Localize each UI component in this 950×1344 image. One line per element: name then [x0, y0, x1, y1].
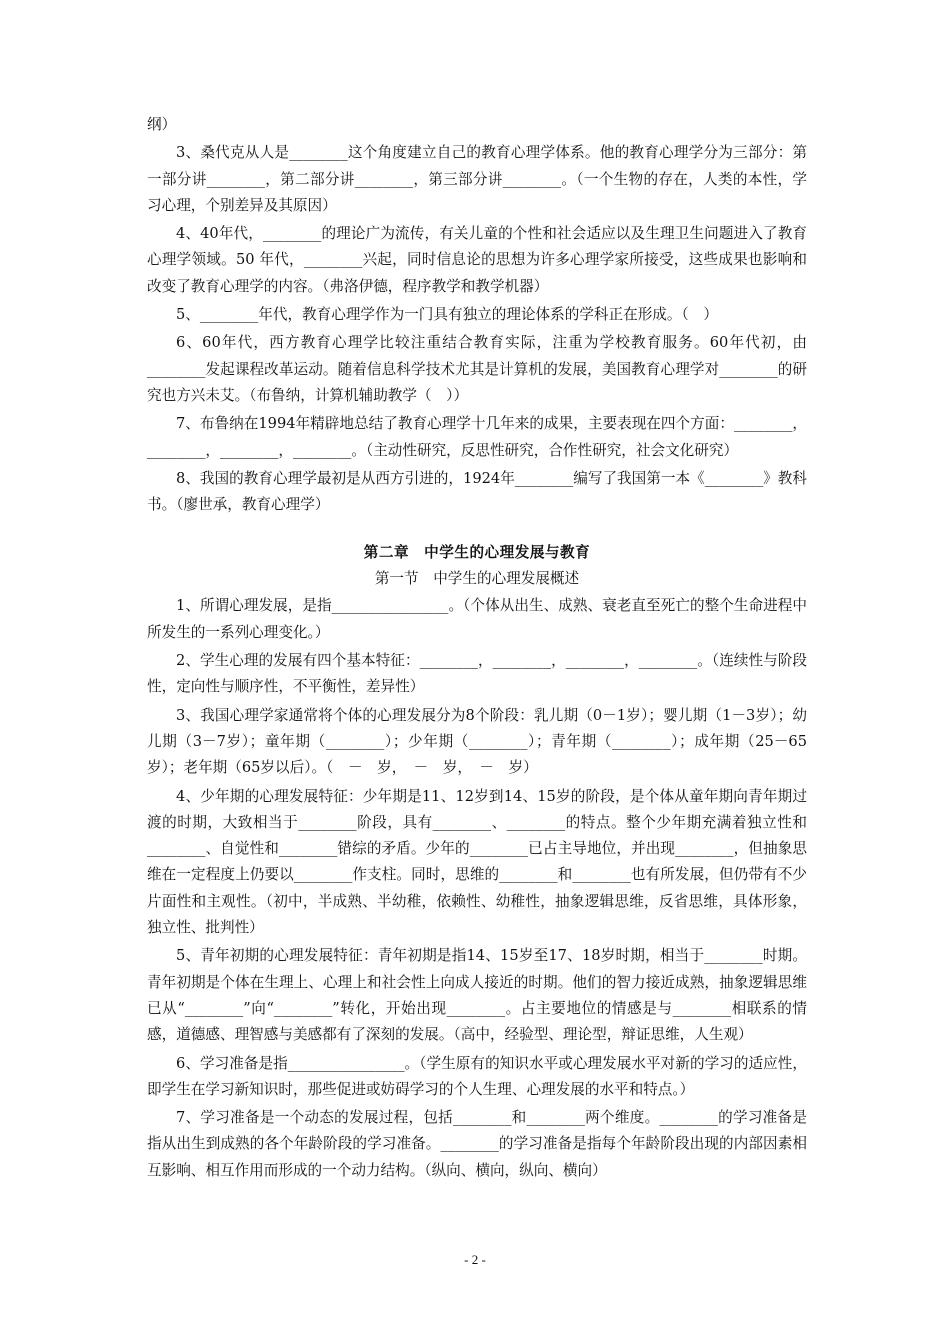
section-question-5: 5、青年初期的心理发展特征：青年初期是指14、15岁至17、18岁时期，相当于________时期。青年初期是个体在生理上、心理上和社会性上向成人接近的时期。他们的智力接近成熟，抽象逻辑思维已从“________”向“________”转化，开始出现________。占主要地位的情感是与________相联系的情感，道德感、理智感与美感都有了深刻的发展。（高中，经验型、理论型，辩证思维，人生观） [147, 947, 807, 1044]
question-5: 5、________年代，教育心理学作为一门具有独立的理论体系的学科正在形成。（ ） [176, 306, 718, 324]
question-7: 7、布鲁纳在1994年精辟地总结了教育心理学十几年来的成果，主要表现在四个方面：________，________，________，________。（主动性研究，反思性研究，合作性研究，社会文化研究） [147, 415, 807, 459]
page-number: - 2 - [464, 1252, 486, 1267]
question-3: 3、桑代克从人是________这个角度建立自己的教育心理学体系。他的教育心理学分为三部分：第一部分讲________，第二部分讲________，第三部分讲________。（一个生物的存在，人类的本性，学习心理，个别差异及其原因） [147, 144, 807, 214]
section-question-3: 3、我国心理学家通常将个体的心理发展分为8个阶段：乳儿期（0－1岁）；婴儿期（1－3岁）；幼儿期（3－7岁）；童年期（________）；少年期（________）；青年期（________）；成年期（25－65岁）；老年期（65岁以后）。（ － 岁， － 岁， － 岁） [147, 706, 807, 777]
question-8: 8、我国的教育心理学最初是从西方引进的，1924年________编写了我国第一本《________》教科书。（廖世承，教育心理学） [147, 469, 807, 514]
section-question-6: 6、学习准备是指________________。（学生原有的知识水平或心理发展水平对新的学习的适应性，即学生在学习新知识时，那些促进或妨碍学习的个人生理、心理发展的水平和特点。） [147, 1054, 807, 1098]
document-page [147, 112, 807, 1186]
section-question-7: 7、学习准备是一个动态的发展过程，包括________和________两个维度。________的学习准备是指从出生到成熟的各个年龄阶段的学习准备。________的学习准备是指每个年龄阶段出现的内部因素相互影响、相互作用而形成的一个动力结构。（纵向、横向，纵向、横向） [147, 1109, 807, 1179]
section-title: 第一节 中学生的心理发展概述 [374, 570, 580, 588]
chapter-title: 第二章 中学生的心理发展与教育 [363, 544, 591, 562]
paragraph-fragment: 纲） [147, 116, 177, 133]
question-4: 4、40年代，________的理论广为流传，有关儿童的个性和社会适应以及生理卫生问题进入了教育心理学领域。50 年代，________兴起，同时信息论的思想为许多心理学家所接受，这些成果也影响和改变了教育心理学的内容。（弗洛伊德，程序教学和教学机器） [147, 225, 807, 295]
section-question-1: 1、所谓心理发展，是指________________。（个体从出生、成熟、衰老直至死亡的整个生命进程中所发生的一系列心理变化。） [147, 597, 807, 641]
section-question-2: 2、学生心理的发展有四个基本特征：________，________，________，________。（连续性与阶段性，定向性与顺序性，不平衡性，差异性） [147, 652, 807, 696]
question-6: 6、60年代，西方教育心理学比较注重结合教育实际，注重为学校教育服务。60年代初，由________发起课程改革运动。随着信息科学技术尤其是计算机的发展，美国教育心理学对________的研究也方兴未艾。（布鲁纳，计算机辅助教学（ ）） [147, 334, 807, 404]
section-question-4: 4、少年期的心理发展特征：少年期是11、12岁到14、15岁的阶段，是个体从童年期向青年期过渡的时期，大致相当于________阶段，具有________、________的特点。整个少年期充满着独立性和________、自觉性和________错综的矛盾。少年的________已占主导地位，并出现________，但抽象思维在一定程度上仍要以________作支柱。同时，思维的________和________也有所发展，但仍带有不少片面性和主观性。（初中，半成熟、半幼稚，依赖性、幼稚性，抽象逻辑思维，反省思维，具体形象，独立性、批判性） [147, 787, 807, 937]
